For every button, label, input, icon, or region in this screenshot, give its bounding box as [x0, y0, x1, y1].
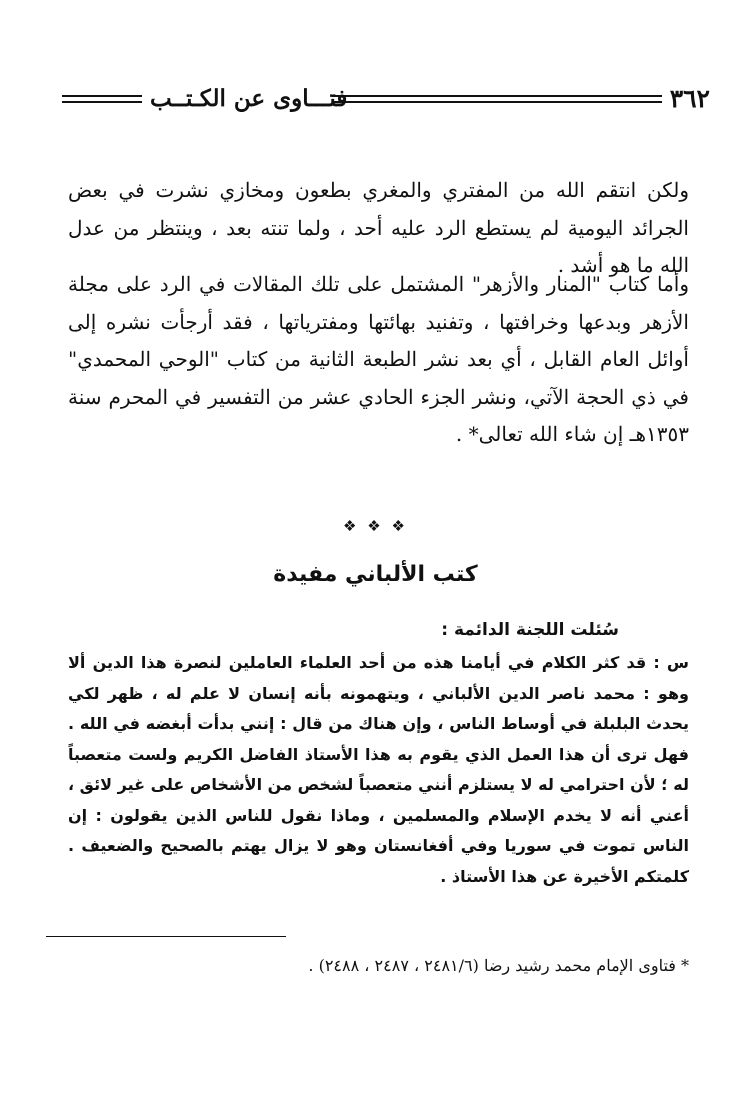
body-paragraph-2: وأما كتاب "المنار والأزهر" المشتمل على تلك المقالات في الرد على مجلة الأزهر وبدعها وخرافتها ، وتفنيد بهائتها ومفترياتها ، فقد أرجأت نشره إلى أوائل العام القابل ، أي بعد نشر الطبعة الثانية من كتاب "الوحي المحمدي" في ذي الحجة الآتي، ونشر الجزء الحادي عشر من التفسير في المحرم سنة ١٣٥٣هـ إن شاء الله تعالى* .: [68, 272, 689, 446]
question-text: س : قد كثر الكلام في أيامنا هذه من أحد العلماء العاملين لنصرة هذا الدين ألا وهو : محمد ناصر الدين الألباني ، ويتهمونه بأنه إنسان لا علم له ، ظهر لكي يحدث البلبلة في أوساط الناس ، وإن هناك من قال : إنني بدأت أبغضه في الله . فهل ترى أن هذا العمل الذي يقوم به هذا الأستاذ الفاضل الكريم ولست متعصباً له ؛ لأن احترامي له لا يستلزم أنني متعصباً لشخص من الأشخاص على غير لائق ، أعني أنه لا يخدم الإسلام والمسلمين ، وماذا نقول للناس الذين يقولون : إن الناس تموت في سوريا وفي أفغانستان وهو لا يزال يهتم بالصحيح والضعيف . كلمتكم الأخيرة عن هذا الأستاذ .: [68, 653, 689, 886]
fatwa-question-block: [68, 615, 689, 892]
section-divider-ornament: ❖ ❖ ❖: [343, 517, 408, 535]
footnote-divider: [46, 936, 286, 937]
footnote: * فتاوى الإمام محمد رشيد رضا (٢٤٨١/٦ ، ٢٤٨٧ ، ٢٤٨٨) .: [308, 956, 689, 975]
asked-committee-label: سُئلت اللجنة الدائمة :: [441, 620, 619, 640]
header-rule-long: [332, 95, 662, 103]
page-header: [62, 84, 710, 118]
section-heading: كتب الألباني مفيدة: [273, 562, 478, 587]
running-title: فتـــاوى عن الكـتــب: [150, 85, 348, 112]
header-rule-short: [62, 95, 142, 103]
body-paragraph-1: ولكن انتقم الله من المفتري والمغري بطعون ومخازي نشرت في بعض الجرائد اليومية لم يستطع الرد عليه أحد ، ولما تنته بعد ، وينتظر من عدل الله ما هو أشد .: [68, 178, 689, 277]
page-number: ٣٦٢: [669, 84, 710, 113]
